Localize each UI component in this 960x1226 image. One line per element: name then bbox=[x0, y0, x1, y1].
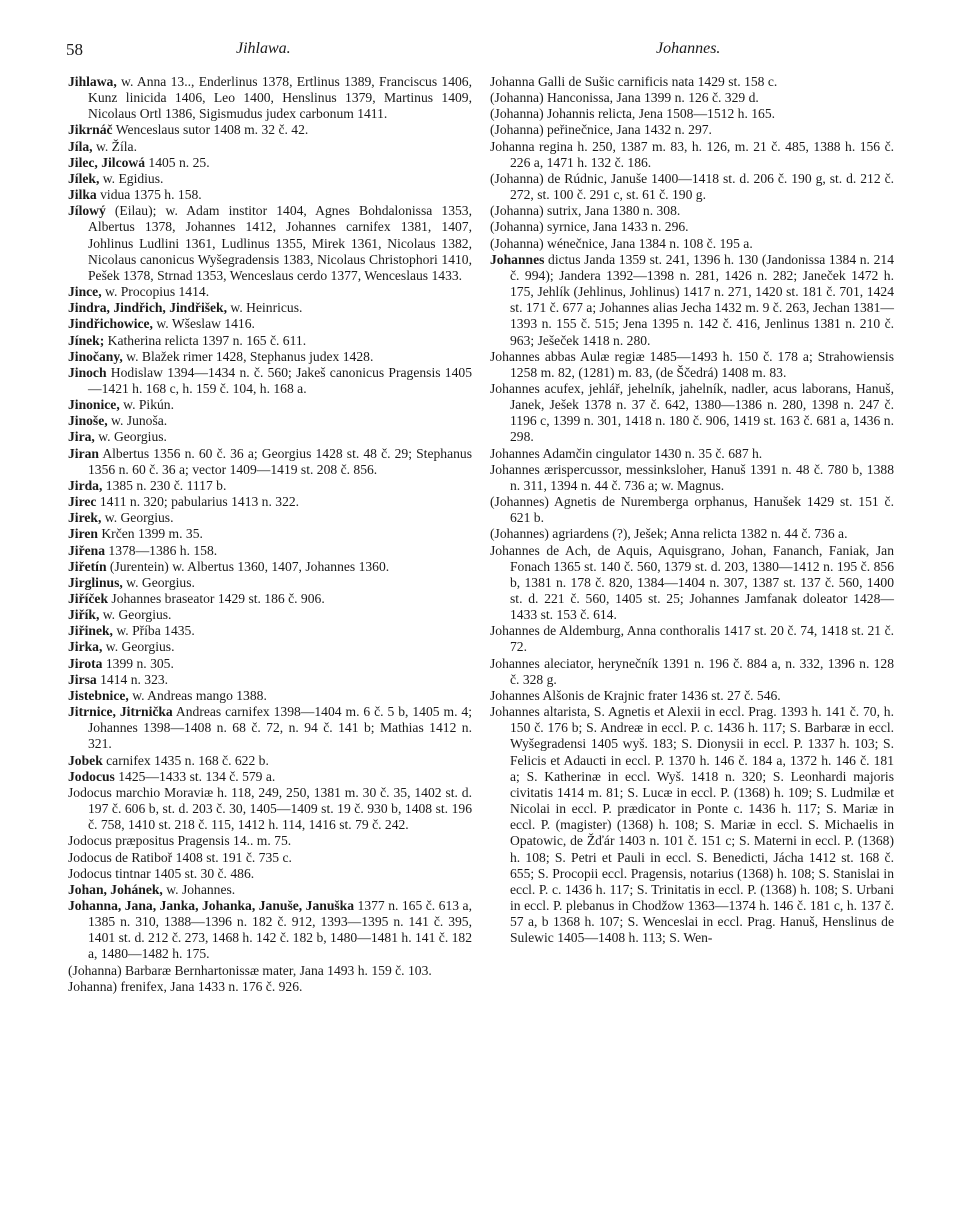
entry-headword: Johan, Johánek, bbox=[68, 881, 163, 897]
entry-headword: Jindra, Jindřich, Jindřišek, bbox=[68, 300, 228, 316]
entry-text: Johannes de Aldemburg, Anna conthoralis 1417 st. 20 č. 74, 1418 st. 21 č. 72. bbox=[490, 623, 894, 655]
index-entry bbox=[68, 300, 472, 316]
index-entry bbox=[490, 381, 894, 446]
entry-text: vidua 1375 h. 158. bbox=[96, 187, 202, 203]
entry-headword: Jinoše, bbox=[68, 413, 108, 429]
index-entry bbox=[68, 623, 472, 639]
entry-text: w. Georgius. bbox=[94, 429, 167, 445]
index-entry bbox=[68, 139, 472, 155]
entry-text: Johannes altarista, S. Agnetis et Alexii in eccl. Prag. 1393 h. 141 č. 70, h. 150 č. 176 b; S. Andreæ in eccl. P. c. 1436 h. 117; S. Barbaræ in eccl. Wyšegradensi 1405 wyš. 183; S. Dionysii in eccl. P. 1337 h. 103; S. Felicis et Adaucti in eccl. P. 1370 h. 146 č. 184 a, 1372 h. 146 č. 181 a; S. Katherinæ in eccl. Wyš. 1418 n. 320; S. Leonhardi majoris civitatis 1414 m. 81; S. Lucæ in eccl. P. (1368) h. 109; S. Ludmilæ et Nicolai in eccl. P. prædicator in Ponte c. 1436 h. 117; S. Mariæ in eccl. P. (magister) (1368) h. 108; S. Mariæ in eccl. S. Michaelis in Opatowic, de Žďár 1403 n. 101 č. 151 c; S. Materni in eccl. P. (1368) h. 108; S. Petri et Pauli in eccl. S. Benedicti, Jácha 1412 st. 168 č. 655; S. Procopii eccl. Pragensis, notarius (1368) h. 108; S. Stanislai in eccl. P. c. 1436 h. 117; S. Trinitatis in eccl. P. (1368) h. 108; S. Urbani in eccl. P. plebanus in Chodžow 1363—1374 h. 146 č. 181 c, h. 137 č. 57 a, b 1368 h. 107; S. Wenceslai in eccl. Prag. Hanuš, Henslinus de Sulewic 1405—1408 h. 113; S. Wen- bbox=[490, 704, 894, 946]
index-entry bbox=[68, 203, 472, 284]
entry-headword: Jilka bbox=[68, 187, 97, 203]
entry-text: 1425—1433 st. 134 č. 579 a. bbox=[114, 768, 276, 784]
index-entry bbox=[68, 753, 472, 769]
entry-text: Jodocus marchio Moraviæ h. 118, 249, 250, 1381 m. 30 č. 35, 1402 st. d. 197 č. 606 b, st. d. 203 č. 30, 1405—1409 st. 19 č. 930 b, 1408 st. 196 č. 758, 1410 st. 218 č. 115, 1412 h. 114, 1416 st. 79 č. 242. bbox=[68, 784, 472, 833]
entry-text: (Johanna) peřinečnice, Jana 1432 n. 297. bbox=[490, 122, 712, 138]
index-entry bbox=[68, 575, 472, 591]
entry-text: (Johanna) de Rúdnic, Januše 1400—1418 st. d. 206 č. 190 g, st. d. 212 č. 272, st. 100 č. 291 c, st. 61 č. 190 g. bbox=[490, 170, 894, 203]
entry-text: Johannes ærispercussor, messinksloher, Hanuš 1391 n. 48 č. 780 b, 1388 n. 311, 1394 n. 44 č. 736 a; w. Magnus. bbox=[490, 461, 894, 493]
index-entry bbox=[68, 688, 472, 704]
entry-headword: Jikrnáč bbox=[68, 122, 113, 138]
index-entry bbox=[68, 365, 472, 397]
index-entry bbox=[68, 963, 472, 979]
index-entry bbox=[68, 591, 472, 607]
right-column bbox=[490, 74, 894, 946]
entry-headword: Jiřena bbox=[68, 542, 105, 558]
entry-headword: Jiran bbox=[68, 445, 99, 461]
entry-headword: Jílek, bbox=[68, 170, 100, 186]
entry-text: Albertus 1356 n. 60 č. 36 a; Georgius 1428 st. 48 č. 29; Stephanus 1356 n. 60 č. 36 a; vector 1409—1419 st. 208 č. 856. bbox=[88, 445, 472, 477]
entry-headword: Jinonice, bbox=[68, 397, 120, 413]
index-entry bbox=[490, 494, 894, 526]
index-entry bbox=[68, 898, 472, 963]
index-entry bbox=[490, 203, 894, 219]
entry-text: Johannes aleciator, herynečník 1391 n. 196 č. 884 a, n. 332, 1396 n. 128 č. 328 g. bbox=[490, 655, 894, 687]
index-entry bbox=[68, 333, 472, 349]
index-entry bbox=[68, 171, 472, 187]
index-entry bbox=[68, 74, 472, 122]
entry-text: Johannes Adamčin cingulator 1430 n. 35 č. 687 h. bbox=[490, 445, 763, 461]
entry-text: Jodocus de Ratiboř 1408 st. 191 č. 735 c. bbox=[68, 849, 292, 865]
entry-text: (Johannes) agriardens (?), Ješek; Anna relicta 1382 n. 44 č. 736 a. bbox=[490, 526, 848, 542]
entry-headword: Jindřichowice, bbox=[68, 316, 153, 332]
entry-headword: Jistebnice, bbox=[68, 687, 129, 703]
entry-headword: Jirglinus, bbox=[68, 574, 123, 590]
index-entry bbox=[68, 413, 472, 429]
index-entry bbox=[68, 155, 472, 171]
index-entry bbox=[490, 446, 894, 462]
entry-text: w. Georgius. bbox=[122, 574, 195, 590]
index-entry bbox=[68, 397, 472, 413]
index-entry bbox=[68, 866, 472, 882]
entry-headword: Jiříček bbox=[68, 591, 109, 606]
entry-text: Johanna Galli de Sušic carnificis nata 1429 st. 158 c. bbox=[490, 74, 778, 89]
index-entry bbox=[68, 639, 472, 655]
index-entry bbox=[490, 74, 894, 90]
index-entry bbox=[68, 672, 472, 688]
index-entry bbox=[490, 526, 894, 542]
index-entry bbox=[68, 122, 472, 138]
entry-headword: Jirka, bbox=[68, 639, 103, 655]
entry-headword: Jirec bbox=[68, 494, 97, 510]
index-entry bbox=[490, 252, 894, 349]
entry-text: Andreas carnifex 1398—1404 m. 6 č. 5 b, 1405 m. 4; Johannes 1398—1408 n. 68 č. 72, n. 94 č. 141 b; Mathias 1412 n. 321. bbox=[88, 704, 472, 752]
entry-headword: Jirsa bbox=[68, 671, 97, 687]
entry-text: 1411 n. 320; pabularius 1413 n. 322. bbox=[96, 494, 300, 510]
index-entry bbox=[490, 171, 894, 203]
index-entry bbox=[68, 284, 472, 300]
index-entry bbox=[68, 607, 472, 623]
entry-text: Hodislaw 1394—1434 n. č. 560; Jakeš canonicus Pragensis 1405—1421 h. 168 c, h. 159 č. 104, h. 168 a. bbox=[88, 364, 472, 396]
index-entry bbox=[490, 139, 894, 171]
index-entry bbox=[68, 349, 472, 365]
entry-headword: Jince, bbox=[68, 284, 102, 300]
entry-headword: Jíla, bbox=[68, 138, 93, 154]
index-entry bbox=[68, 979, 472, 995]
entry-headword: Jiřík, bbox=[68, 607, 100, 623]
index-entry bbox=[68, 882, 472, 898]
entry-headword: Jiřetín bbox=[68, 558, 107, 574]
entry-text: 1377 n. 165 č. 613 a, 1385 n. 310, 1388—1396 n. 182 č. 912, 1393—1395 n. 141 č. 395, 1401 st. d. 212 č. 273, 1468 h. 142 č. 182 b, 1480—1481 h. 141 č. 182 a, 1480—1482 h. 175. bbox=[88, 897, 473, 962]
entry-headword: Jiren bbox=[68, 526, 98, 542]
index-entry bbox=[490, 543, 894, 624]
index-entry bbox=[490, 122, 894, 138]
entry-text: Johannes Alšonis de Krajnic frater 1436 st. 27 č. 546. bbox=[490, 687, 781, 703]
entry-text: (Jurentein) w. Albertus 1360, 1407, Johannes 1360. bbox=[106, 558, 390, 574]
entry-text: w. Příba 1435. bbox=[112, 623, 195, 639]
index-entry bbox=[68, 850, 472, 866]
entry-text: w. Anna 13.., Enderlinus 1378, Ertlinus 1389, Franciscus 1406, Kunz linicida 1406, Leo 1400, Henslinus 1379, Martinus 1409, Nicolaus Ortl 1386, Sigismudus judex carbonum 1411. bbox=[88, 74, 472, 122]
entry-text: w. Wšeslaw 1416. bbox=[152, 316, 255, 332]
entry-text: (Johanna) Barbaræ Bernhartonissæ mater, Jana 1493 h. 159 č. 103. bbox=[68, 962, 432, 978]
entry-text: (Johanna) Johannis relicta, Jena 1508—1512 h. 165. bbox=[490, 106, 776, 122]
entry-text: w. Pikún. bbox=[119, 397, 174, 413]
index-entry bbox=[68, 656, 472, 672]
running-head-left: Jihlawa. bbox=[236, 40, 291, 57]
entry-text: w. Egidius. bbox=[99, 170, 164, 186]
index-entry bbox=[490, 656, 894, 688]
index-entry bbox=[490, 349, 894, 381]
entry-text: w. Heinricus. bbox=[227, 300, 303, 316]
entry-text: Johannes abbas Aulæ regiæ 1485—1493 h. 150 č. 178 a; Strahowiensis 1258 m. 82, (1281) m. 83, (de Ščedrá) 1408 m. 83. bbox=[490, 348, 894, 380]
entry-text: 1405 n. 25. bbox=[145, 154, 210, 170]
entry-text: Johannes braseator 1429 st. 186 č. 906. bbox=[108, 591, 325, 606]
entry-headword: Jirek, bbox=[68, 510, 102, 526]
entry-text: (Johanna) Hanconissa, Jana 1399 n. 126 č. 329 d. bbox=[490, 90, 759, 106]
left-column bbox=[68, 74, 472, 995]
entry-headword: Jodocus bbox=[68, 768, 115, 784]
entry-headword: Jílowý bbox=[68, 203, 106, 219]
entry-text: 1399 n. 305. bbox=[102, 655, 174, 671]
entry-text: w. Andreas mango 1388. bbox=[128, 687, 267, 703]
entry-text: Jodocus præpositus Pragensis 14.. m. 75. bbox=[68, 833, 292, 849]
entry-headword: Jirota bbox=[68, 655, 103, 671]
entry-text: w. Žíla. bbox=[92, 138, 137, 154]
entry-text: w. Georgius. bbox=[101, 510, 174, 526]
entry-text: w. Blažek rimer 1428, Stephanus judex 1428. bbox=[122, 348, 374, 364]
index-entry bbox=[68, 494, 472, 510]
index-entry bbox=[68, 704, 472, 752]
entry-text: w. Georgius. bbox=[102, 639, 175, 655]
entry-text: (Johanna) syrnice, Jana 1433 n. 296. bbox=[490, 219, 689, 235]
entry-text: Johanna) frenifex, Jana 1433 n. 176 č. 926. bbox=[68, 978, 303, 994]
index-entry bbox=[68, 429, 472, 445]
entry-text: Jodocus tintnar 1405 st. 30 č. 486. bbox=[68, 865, 255, 881]
entry-headword: Jitrnice, Jitrnička bbox=[68, 704, 173, 720]
index-entry bbox=[68, 478, 472, 494]
entry-headword: Jira, bbox=[68, 429, 95, 445]
entry-text: 1385 n. 230 č. 1117 b. bbox=[102, 477, 227, 493]
entry-text: Wenceslaus sutor 1408 m. 32 č. 42. bbox=[112, 122, 309, 138]
index-entry bbox=[490, 236, 894, 252]
index-entry bbox=[68, 187, 472, 203]
entry-text: Johannes acufex, jehlář, jehelník, jahelník, nadler, acus laborans, Hanuš, Janek, Ješek 1378 n. 37 č. 642, 1380—1386 n. 280, 1398 n. 247 č. 1196 c, 1399 n. 301, 1418 n. 180 č. 906, 1419 st. 163 č. 681 a, 1436 n. 298. bbox=[490, 380, 894, 445]
entry-headword: Jihlawa, bbox=[68, 74, 117, 89]
entry-text: w. Junoša. bbox=[107, 413, 168, 429]
entry-text: w. Georgius. bbox=[99, 607, 172, 623]
entry-text: Krčen 1399 m. 35. bbox=[97, 526, 203, 542]
index-entry bbox=[68, 446, 472, 478]
index-entry bbox=[490, 90, 894, 106]
page-header bbox=[66, 40, 894, 62]
entry-headword: Jiřinek, bbox=[68, 623, 113, 639]
entry-headword: Jobek bbox=[68, 752, 103, 768]
entry-text: (Johanna) wénečnice, Jana 1384 n. 108 č. 195 a. bbox=[490, 235, 753, 251]
index-entry bbox=[490, 462, 894, 494]
entry-headword: Jinočany, bbox=[68, 348, 123, 364]
entry-text: 1414 n. 323. bbox=[96, 671, 169, 687]
index-entry bbox=[490, 688, 894, 704]
page-number: 58 bbox=[66, 40, 83, 59]
index-entry bbox=[68, 510, 472, 526]
index-entry bbox=[68, 316, 472, 332]
index-entry bbox=[490, 219, 894, 235]
entry-headword: Jinoch bbox=[68, 364, 107, 380]
index-entry bbox=[68, 833, 472, 849]
running-head-right: Johannes. bbox=[656, 40, 721, 57]
entry-headword: Jirda, bbox=[68, 477, 103, 493]
entry-text: Johanna regina h. 250, 1387 m. 83, h. 126, m. 21 č. 485, 1388 h. 156 č. 226 a, 1471 h. 132 č. 186. bbox=[490, 138, 894, 170]
entry-text: Katherina relicta 1397 n. 165 č. 611. bbox=[104, 332, 307, 348]
index-entry bbox=[68, 526, 472, 542]
entry-text: (Johanna) sutrix, Jana 1380 n. 308. bbox=[490, 203, 681, 219]
index-entry bbox=[68, 559, 472, 575]
index-entry bbox=[68, 785, 472, 833]
entry-text: carnifex 1435 n. 168 č. 622 b. bbox=[102, 752, 269, 768]
entry-text: Johannes de Ach, de Aquis, Aquisgrano, Johan, Fananch, Faniak, Jan Fonach 1365 st. 140 č. 560, 1379 st. d. 203, 1380—1412 n. 195 č. 856 b, 1381 n. 178 č. 820, 1384—1404 n. 307, 1387 st. 137 č. 560, 1400 st. d. 221 č. 560, 1405 st. 25; Johannes Jamfanak doleator 1428—1433 st. 153 č. 614. bbox=[490, 542, 894, 623]
index-entry bbox=[68, 769, 472, 785]
entry-text: (Johannes) Agnetis de Nuremberga orphanus, Hanušek 1429 st. 151 č. 621 b. bbox=[490, 494, 894, 526]
entry-text: w. Johannes. bbox=[162, 881, 236, 897]
entry-text: w. Procopius 1414. bbox=[101, 284, 210, 300]
entry-text: 1378—1386 h. 158. bbox=[105, 542, 218, 558]
entry-headword: Johanna, Jana, Janka, Johanka, Januše, Januška bbox=[68, 897, 355, 913]
entry-text: (Eilau); w. Adam institor 1404, Agnes Bohdalonissa 1353, Albertus 1378, Johannes 1412, Johannes carnifex 1381, 1407, Johlinus Ludlini 1361, Ludlinus 1355, Mirek 1361, Nicolaus 1382, Nicolaus canonicus Wyšegradensis 1383, Nicolaus Christophori 1410, Pešek 1378, Strnad 1353, Wenceslaus cerdo 1377, Wenceslaus 1433. bbox=[88, 203, 472, 283]
entry-headword: Jilec, Jilcowá bbox=[68, 154, 146, 170]
index-entry bbox=[68, 543, 472, 559]
index-entry bbox=[490, 704, 894, 946]
entry-headword: Jínek; bbox=[68, 332, 105, 348]
entry-text: dictus Janda 1359 st. 241, 1396 h. 130 (Jandonissa 1384 n. 214 č. 994); Jandera 1392—1398 n. 281, 1426 n. 282; Janeček 1472 h. 175, Jehlík (Jehlinus, Johlinus) 1417 n. 271, 1420 st. 181 č. 701, 1424 st. 171 č. 677 a; Johannes alias Jecha 1432 m. 9 č. 263, Jechan 1381—1393 n. 155 č. 515; Jena 1395 n. 142 č. 416, Jenlinus 1381 n. 210 č. 963; Ješeček 1418 n. 280. bbox=[510, 251, 894, 348]
index-entry bbox=[490, 106, 894, 122]
entry-headword: Johannes bbox=[490, 251, 545, 267]
index-entry bbox=[490, 623, 894, 655]
